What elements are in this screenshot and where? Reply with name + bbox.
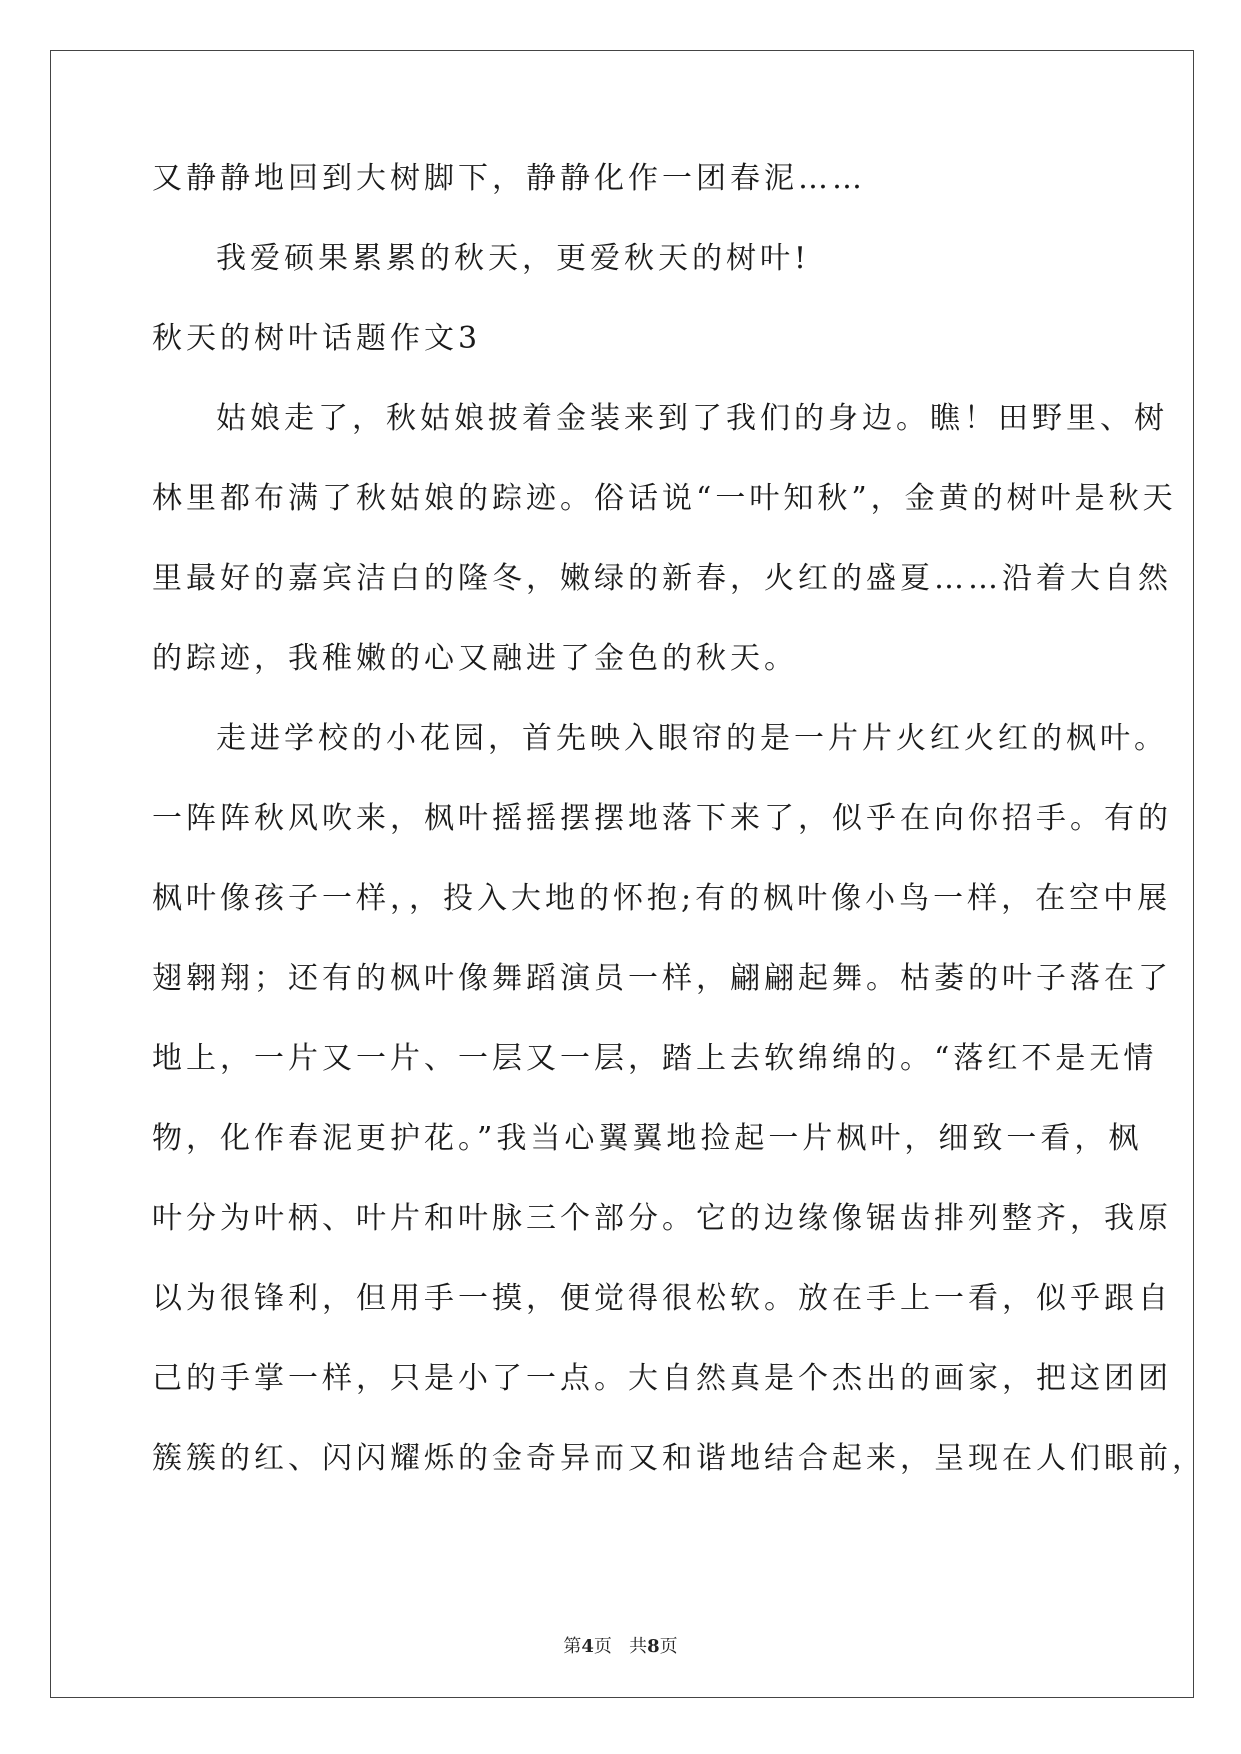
text-line: 的踪迹，我稚嫩的心又融进了金色的秋天。 <box>152 641 798 676</box>
text-line: 己的手掌一样，只是小了一点。大自然真是个杰出的画家，把这团团 <box>152 1361 1172 1396</box>
text-line: 林里都布满了秋姑娘的踪迹。俗话说“一叶知秋”，金黄的树叶是秋天 <box>152 481 1177 516</box>
text-line: 里最好的嘉宾洁白的隆冬，嫩绿的新春，火红的盛夏……沿着大自然 <box>152 561 1172 596</box>
total-pages-suffix: 页 <box>659 1636 678 1657</box>
text-line: 地上，一片又一片、一层又一层，踏上去软绵绵的。“落红不是无情 <box>152 1041 1158 1076</box>
total-pages-number: 8 <box>647 1636 660 1657</box>
document-body <box>152 161 1206 1524</box>
text-line: 翅翱翔；还有的枫叶像舞蹈演员一样，翩翩起舞。枯萎的叶子落在了 <box>152 961 1172 996</box>
page-footer <box>0 1632 1241 1658</box>
text-line: 姑娘走了，秋姑娘披着金装来到了我们的身边。瞧！田野里、树 <box>216 401 1168 436</box>
text-line: 走进学校的小花园，首先映入眼帘的是一片片火红火红的枫叶。 <box>216 721 1168 756</box>
page-number-prefix: 第 <box>563 1636 582 1657</box>
page-number-suffix: 页 <box>593 1636 612 1657</box>
text-line: 枫叶像孩子一样，，投入大地的怀抱;有的枫叶像小鸟一样，在空中展 <box>152 881 1172 916</box>
section-heading: 秋天的树叶话题作文3 <box>152 321 482 356</box>
total-pages-prefix: 共 <box>629 1636 648 1657</box>
text-line: 一阵阵秋风吹来，枫叶摇摇摆摆地落下来了，似乎在向你招手。有的 <box>152 801 1172 836</box>
text-line: 簇簇的红、闪闪耀烁的金奇异而又和谐地结合起来，呈现在人们眼前， <box>152 1441 1206 1476</box>
text-line: 物，化作春泥更护花。”我当心翼翼地捡起一片枫叶，细致一看，枫 <box>152 1121 1143 1156</box>
text-line: 以为很锋利，但用手一摸，便觉得很松软。放在手上一看，似乎跟自 <box>152 1281 1172 1316</box>
text-line: 我爱硕果累累的秋天，更爱秋天的树叶! <box>216 241 811 276</box>
text-line: 又静静地回到大树脚下，静静化作一团春泥…… <box>152 161 866 196</box>
text-line: 叶分为叶柄、叶片和叶脉三个部分。它的边缘像锯齿排列整齐，我原 <box>152 1201 1172 1236</box>
current-page-number: 4 <box>581 1636 594 1657</box>
